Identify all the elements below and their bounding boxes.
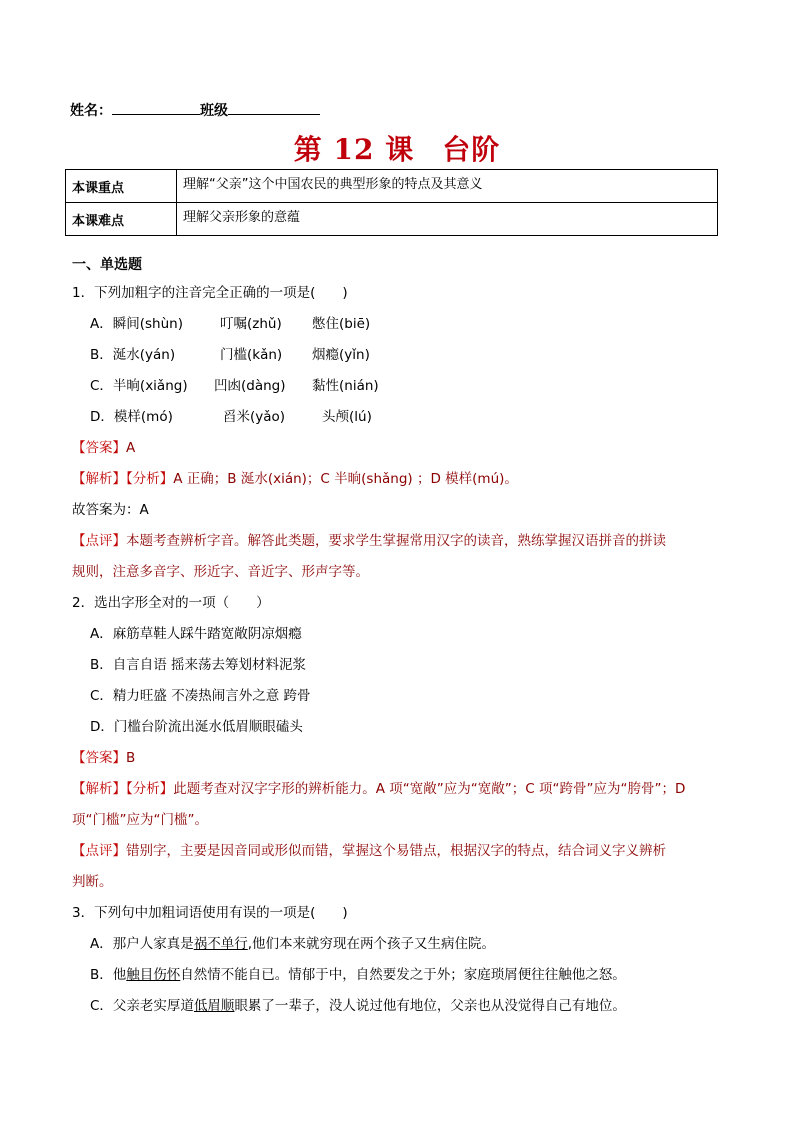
- q3-option-c: [72, 991, 732, 1022]
- key-points-table: [65, 169, 718, 236]
- answer-tag: 【答案】: [72, 750, 126, 766]
- analysis-text: A 正确；B 涎水(xián)；C 半晌(shǎng) ；D 模样(mú)。: [173, 471, 518, 487]
- option-item: A．瞬间(shùn): [90, 316, 183, 332]
- answer-value: B: [126, 750, 136, 766]
- option-text: A．那户人家真是: [90, 936, 194, 952]
- q1-analysis: [72, 464, 732, 495]
- name-label: 姓名：: [70, 103, 112, 119]
- option-text: 眼累了一辈子，没人说过他有地位，父亲也从没觉得自己有地位。: [234, 998, 626, 1014]
- comment-tag: 【点评】: [72, 533, 126, 549]
- option-item: 舀米(yǎo): [223, 409, 286, 425]
- key-point-label: 本课重点: [66, 170, 177, 203]
- q1-option-b: [72, 340, 732, 371]
- question-2-stem: 2．选出字形全对的一项（ ）: [72, 595, 270, 611]
- option-item: 憋住(biē): [312, 316, 371, 332]
- analysis-tag: 【解析】【分析】: [72, 781, 174, 797]
- q1-option-d: [72, 402, 732, 433]
- q3-option-a: [72, 929, 732, 960]
- lesson-title: [0, 128, 794, 168]
- q2-answer: [72, 743, 732, 774]
- questions-area: [72, 254, 732, 1022]
- q2-comment-cont: 判断。: [72, 874, 113, 890]
- underlined-term: 祸不单行: [193, 936, 248, 952]
- option-text: C．父亲老实厚道: [90, 998, 194, 1014]
- q1-comment: [72, 526, 732, 557]
- underlined-term: 触目伤怀: [126, 967, 181, 983]
- q2-option-b: B．自言自语 摇来荡去筹划材料泥浆: [90, 657, 307, 673]
- option-text: ,他们本来就穷现在两个孩子又生病住院。: [247, 936, 496, 952]
- lesson-number: 第 12 课: [293, 133, 415, 166]
- answer-tag: 【答案】: [72, 440, 126, 456]
- name-blank[interactable]: [112, 100, 200, 115]
- analysis-tag: 【解析】【分析】: [72, 471, 174, 487]
- lesson-name: 台阶: [442, 133, 501, 166]
- q1-conclusion: 故答案为：A: [72, 502, 149, 518]
- key-point-content: 理解“父亲”这个中国农民的典型形象的特点及其意义: [177, 170, 718, 203]
- table-row: [66, 170, 718, 203]
- class-label: 班级: [200, 103, 228, 119]
- option-item: D．模样(mó): [90, 409, 173, 425]
- q2-comment: [72, 836, 732, 867]
- option-text: 自然情不能自已。情郁于中，自然要发之于外；家庭琐屑便往往触他之怒。: [180, 967, 626, 983]
- option-item: 凹凼(dàng): [214, 378, 286, 394]
- q2-analysis-cont: 项“门槛”应为“门槛”。: [72, 812, 208, 828]
- question-1-stem: 1．下列加粗字的注音完全正确的一项是( ): [72, 285, 348, 301]
- option-item: 黏性(nián): [312, 378, 379, 394]
- name-class-line: [70, 100, 320, 120]
- underlined-term: 低眉顺: [193, 998, 235, 1014]
- answer-value: A: [126, 440, 136, 456]
- comment-tag: 【点评】: [72, 843, 126, 859]
- analysis-text: 此题考查对汉字字形的辨析能力。A 项“宽敞”应为“宽敞”；C 项“跨骨”应为“胯骨”；D: [173, 781, 686, 797]
- option-item: 叮嘱(zhǔ): [220, 316, 282, 332]
- comment-text: 本题考查辨析字音。解答此类题，要求学生掌握常用汉字的读音，熟练掌握汉语拼音的拼读: [126, 533, 666, 549]
- q3-option-b: [72, 960, 732, 991]
- section-heading: 一、单选题: [72, 257, 142, 273]
- option-item: 烟瘾(yǐn): [312, 347, 370, 363]
- difficulty-content: 理解父亲形象的意蕴: [177, 203, 718, 236]
- option-item: C．半晌(xiǎng): [90, 378, 188, 394]
- q2-analysis: [72, 774, 732, 805]
- option-item: B．涎水(yán): [90, 347, 176, 363]
- q2-option-d: D．门槛台阶流出涎水低眉顺眼磕头: [90, 719, 303, 735]
- comment-text: 错别字，主要是因音同或形似而错，掌握这个易错点，根据汉字的特点，结合词义字义辨析: [126, 843, 666, 859]
- q1-option-a: [72, 309, 732, 340]
- q1-comment-cont: 规则，注意多音字、形近字、音近字、形声字等。: [72, 564, 369, 580]
- table-row: [66, 203, 718, 236]
- q2-option-a: A．麻筋草鞋人踩牛踏宽敞阴凉烟瘾: [90, 626, 302, 642]
- difficulty-label: 本课难点: [66, 203, 177, 236]
- q2-option-c: C．精力旺盛 不凑热闹言外之意 跨骨: [90, 688, 311, 704]
- q1-option-c: [72, 371, 732, 402]
- option-item: 门槛(kǎn): [220, 347, 283, 363]
- class-blank[interactable]: [228, 100, 320, 115]
- option-item: 头颅(lú): [322, 409, 372, 425]
- q1-answer: [72, 433, 732, 464]
- option-text: B．他: [90, 967, 127, 983]
- question-3-stem: 3．下列句中加粗词语使用有误的一项是( ): [72, 905, 348, 921]
